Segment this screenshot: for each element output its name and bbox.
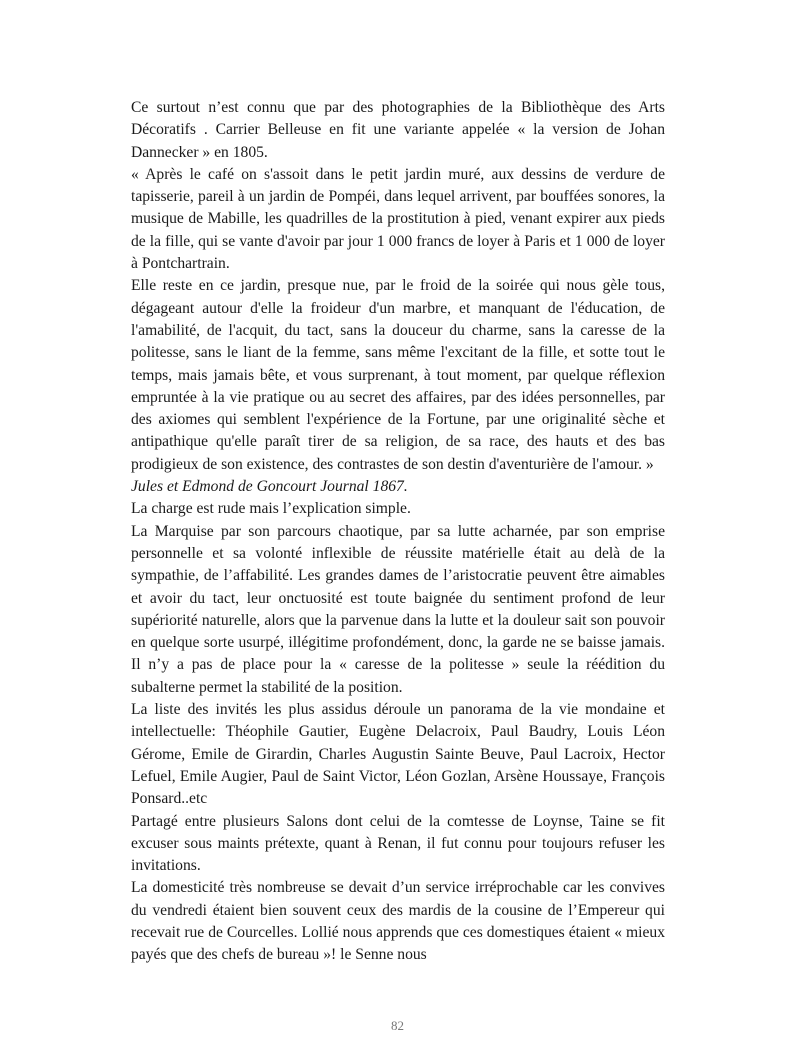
paragraph-charge: La charge est rude mais l’explication simple. [131, 500, 411, 518]
paragraph-salons: Partagé entre plusieurs Salons dont celui de la comtesse de Loynse, Taine se fit excuser sous maints prétexte, quant à Renan, il fut connu pour toujours refuser les invitations. [131, 812, 665, 875]
paragraph-marquise: La Marquise par son parcours chaotique, par sa lutte acharnée, par son emprise personnelle et sa volonté inflexible de réussite matérielle était au delà de la sympathie, de l’affabilité. Les grandes dames de l’aristocratie peuvent être aimables et avoir du tact, leur onctuosité est toute baignée du sentiment profond de leur supériorité naturelle, alors que la parvenue dans la lutte et la douleur sait son pouvoir en quelque sorte usurpé, illégitime profondément, donc, la garde ne se baisse jamais. Il n’y a pas de place pour la « caresse de la politesse » seule la réédition du subalterne permet la stabilité de la position. [131, 522, 665, 696]
page-number: 82 [391, 1018, 404, 1033]
paragraph-surtout: Ce surtout n’est connu que par des photographies de la Bibliothèque des Arts Décoratifs . Carrier Belleuse en fit une variante appelée « la version de Johan Dannecker » en 1805. [131, 99, 665, 161]
paragraph-domesticite: La domesticité très nombreuse se devait d’un service irréprochable car les convives du vendredi étaient bien souvent ceux des mardis de la cousine de l’Empereur qui recevait rue de Courcelles. Lollié nous apprends que ces domestiques étaient « mieux payés que des chefs de bureau »! le Senne nous [131, 879, 665, 964]
citation-source: Jules et Edmond de Goncourt Journal 1867. [131, 478, 408, 496]
paragraph-quote-elle-reste: Elle reste en ce jardin, presque nue, par le froid de la soirée qui nous gèle tous, dégageant autour d'elle la froideur d'un marbre, et manquant de l'éducation, de l'amabilité, de l'acquit, du tact, sans la douceur du charme, sans la caresse de la politesse, sans le liant de la femme, sans même l'excitant de la fille, et sotte tout le temps, mais jamais bête, et vous surprenant, à tout moment, par quelque réflexion empruntée à la vie pratique ou au secret des affaires, par des idées personnelles, par des axiomes qui semblent l'expérience de la Fortune, par une originalité sèche et antipathique qu'elle paraît tirer de sa religion, de sa race, des hauts et des bas prodigieux de son existence, des contrastes de son destin d'aventurière de l'amour. » [131, 277, 665, 473]
paragraph-quote-jardin: « Après le café on s'assoit dans le petit jardin muré, aux dessins de verdure de tapisserie, pareil à un jardin de Pompéi, dans lequel arrivent, par bouffées sonores, la musique de Mabille, les quadrilles de la prostitution à pied, venant expirer aux pieds de la fille, qui se vante d'avoir par jour 1 000 francs de loyer à Paris et 1 000 de loyer à Pontchartrain. [131, 165, 665, 273]
body-text [131, 97, 665, 967]
paragraph-invites: La liste des invités les plus assidus déroule un panorama de la vie mondaine et intellectuelle: Théophile Gautier, Eugène Delacroix, Paul Baudry, Louis Léon Gérome, Emile de Girardin, Charles Augustin Sainte Beuve, Paul Lacroix, Hector Lefuel, Emile Augier, Paul de Saint Victor, Léon Gozlan, Arsène Houssaye, François Ponsard..etc [131, 701, 665, 808]
